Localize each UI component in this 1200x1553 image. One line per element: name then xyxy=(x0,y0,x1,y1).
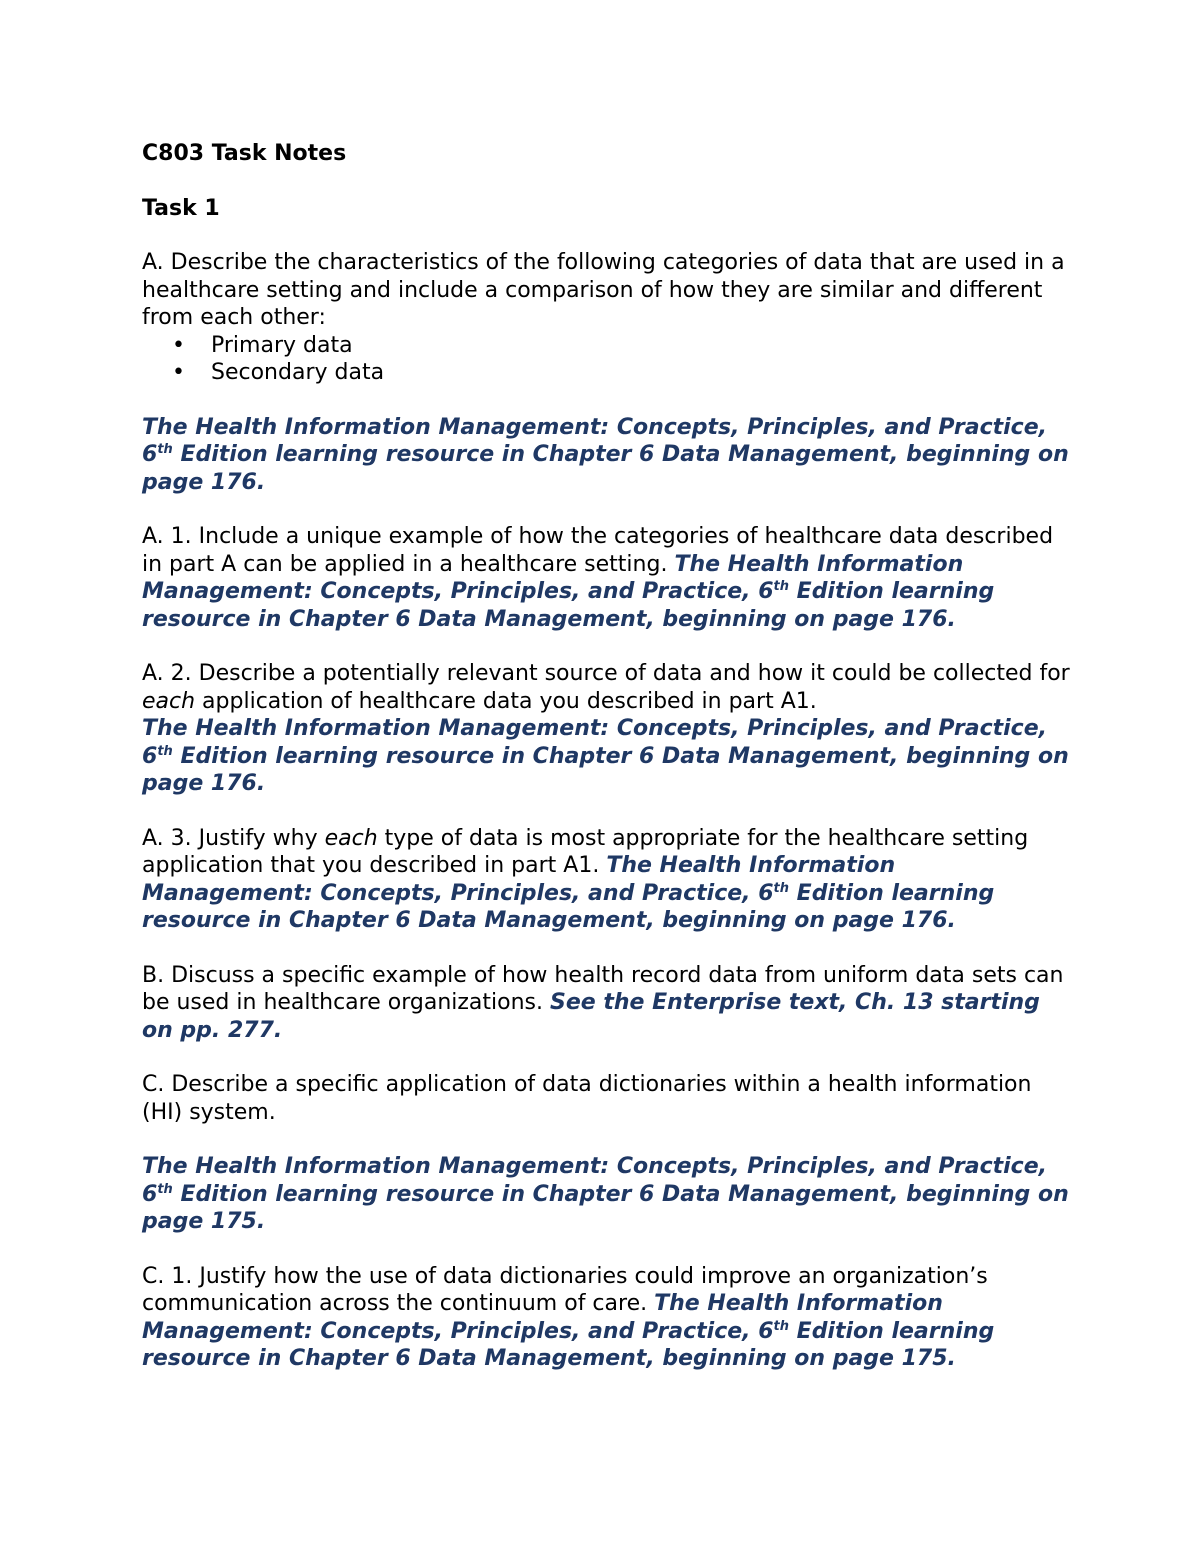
reference-text xyxy=(142,415,1069,495)
task-heading: Task 1 xyxy=(142,195,220,221)
list-item xyxy=(142,359,1072,387)
section-c: C. Describe a specific application of data dictionaries within a health information (HI) system. xyxy=(142,1072,1032,1125)
section-c1 xyxy=(142,1263,1072,1373)
reference-text-part: The Health Information Management: Concepts, Principles, and Practice, 6 xyxy=(142,1154,1047,1207)
reference-text xyxy=(142,716,1069,796)
section-a1-text: A. 1. Include a unique example of how the categories of healthcare data described in part A can be applied in a healthcare setting. xyxy=(142,524,1054,577)
section-a3-text: A. 3. Justify why xyxy=(142,825,325,851)
reference-text-part: Edition learning resource in Chapter 6 Data Management, beginning on page 176. xyxy=(142,743,1069,796)
superscript: th xyxy=(773,880,789,896)
section-b-text: B. Discuss a specific example of how health record data from uniform data sets can be used in healthcare organizations. xyxy=(142,962,1064,1015)
superscript: th xyxy=(157,1181,173,1197)
reference-text-part: The Health Information Management: Concepts, Principles, and Practice, 6 xyxy=(142,716,1047,769)
list-item-label: Primary data xyxy=(211,332,353,358)
reference-text-part: The Health Information Management: Concepts, Principles, and Practice, 6 xyxy=(142,853,896,906)
superscript: th xyxy=(157,442,173,457)
reference-text: See the Enterprise text, Ch. 13 starting on pp. 277. xyxy=(142,990,1040,1043)
reference-text-part: Edition learning resource in Chapter 6 Data Management, beginning on page 175. xyxy=(142,1181,1069,1234)
emphasis-text: each xyxy=(324,825,378,851)
section-c-reference xyxy=(142,1153,1072,1236)
reference-text-part: Edition learning resource in Chapter 6 Data Management, beginning on page 176. xyxy=(142,579,995,632)
emphasis-text: each xyxy=(142,688,196,714)
section-a-reference xyxy=(142,414,1072,497)
superscript: th xyxy=(773,579,789,594)
reference-text-part: The Health Information Management: Concepts, Principles, and Practice, 6 xyxy=(142,414,1047,467)
section-a2-text: application of healthcare data you described in part A1. xyxy=(195,688,817,714)
superscript: th xyxy=(157,743,173,759)
list-item xyxy=(142,332,1072,360)
reference-text-part: Edition learning resource in Chapter 6 Data Management, beginning on page 176. xyxy=(142,880,995,933)
reference-text-part: The Health Information Management: Concepts, Principles, and Practice, 6 xyxy=(142,551,964,604)
section-a3 xyxy=(142,825,1072,935)
bullet-icon: • xyxy=(172,360,185,385)
section-a xyxy=(142,249,1072,332)
reference-text-part: Edition learning resource in Chapter 6 Data Management, beginning on page 176. xyxy=(142,442,1069,495)
section-b xyxy=(142,962,1072,1045)
document-page xyxy=(142,140,1072,1400)
list-item-label: Secondary data xyxy=(211,360,385,385)
reference-text xyxy=(142,1154,1069,1234)
section-a-text: A. Describe the characteristics of the following categories of data that are used in a healthcare setting and include a comparison of how they are similar and different from each other: xyxy=(142,250,1065,330)
section-a2 xyxy=(142,660,1072,798)
superscript: th xyxy=(773,1318,789,1334)
section-a3-text: type of data is most appropriate for the healthcare setting application that you described in part A1. xyxy=(142,825,1029,878)
section-a2-text: A. 2. Describe a potentially relevant source of data and how it could be collected for xyxy=(142,661,1070,686)
bullet-icon: • xyxy=(172,332,185,358)
section-c1-text: C. 1. Justify how the use of data dictionaries could improve an organization’s communication across the continuum of care. xyxy=(142,1263,988,1316)
reference-text-part: Edition learning resource in Chapter 6 Data Management, beginning on page 175. xyxy=(142,1318,995,1371)
reference-text-part: The Health Information Management: Concepts, Principles, and Practice, 6 xyxy=(142,1291,943,1344)
section-a1 xyxy=(142,523,1072,633)
document-title: C803 Task Notes xyxy=(142,141,347,166)
bullet-list xyxy=(142,332,1072,387)
